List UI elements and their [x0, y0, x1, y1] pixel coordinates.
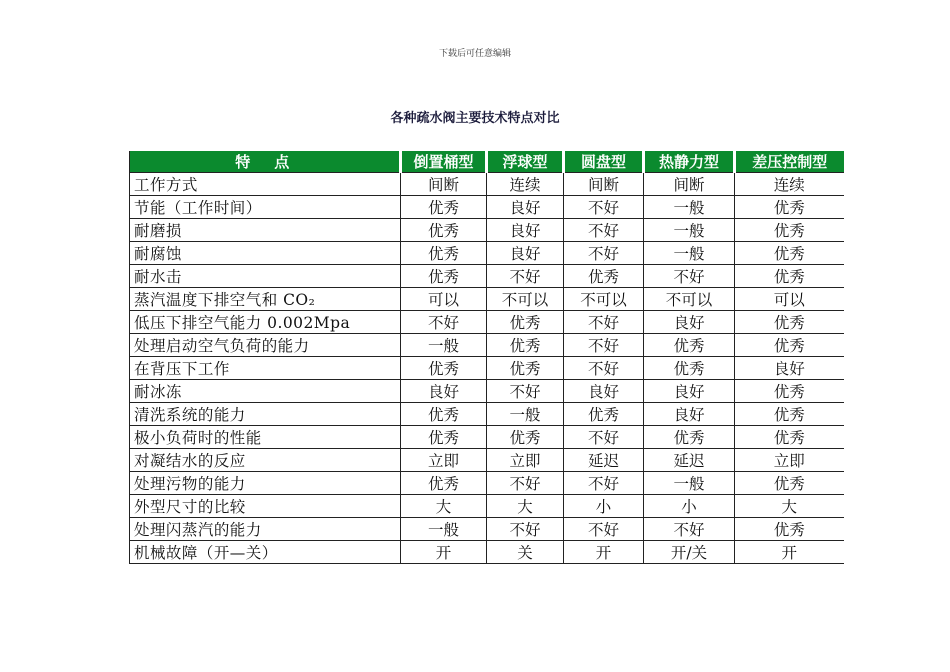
- value-cell: 优秀: [735, 334, 844, 357]
- feature-cell: 节能（工作时间）: [130, 196, 401, 219]
- value-cell: 间断: [564, 173, 644, 196]
- value-cell: 立即: [401, 449, 487, 472]
- value-cell: 大: [735, 495, 844, 518]
- value-cell: 大: [401, 495, 487, 518]
- value-cell: 良好: [644, 311, 735, 334]
- header-disc: 圆盘型: [564, 151, 644, 173]
- value-cell: 开/关: [644, 541, 735, 564]
- table-row: [130, 265, 844, 288]
- value-cell: 优秀: [401, 403, 487, 426]
- feature-cell: 耐水击: [130, 265, 401, 288]
- value-cell: 可以: [735, 288, 844, 311]
- value-cell: 良好: [644, 380, 735, 403]
- value-cell: 一般: [644, 219, 735, 242]
- value-cell: 小: [644, 495, 735, 518]
- feature-cell: 耐冰冻: [130, 380, 401, 403]
- header-float-ball: 浮球型: [487, 151, 564, 173]
- value-cell: 延迟: [564, 449, 644, 472]
- feature-cell: 外型尺寸的比较: [130, 495, 401, 518]
- value-cell: 一般: [644, 196, 735, 219]
- value-cell: 优秀: [735, 403, 844, 426]
- value-cell: 开: [735, 541, 844, 564]
- value-cell: 不好: [564, 426, 644, 449]
- table-row: [130, 449, 844, 472]
- value-cell: 优秀: [487, 311, 564, 334]
- value-cell: 良好: [564, 380, 644, 403]
- value-cell: 不好: [564, 242, 644, 265]
- table-row: [130, 541, 844, 564]
- value-cell: 不好: [644, 518, 735, 541]
- feature-cell: 工作方式: [130, 173, 401, 196]
- value-cell: 开: [564, 541, 644, 564]
- table-row: [130, 242, 844, 265]
- value-cell: 不好: [564, 196, 644, 219]
- header-feature: 特 点: [130, 151, 401, 173]
- value-cell: 良好: [487, 219, 564, 242]
- value-cell: 连续: [735, 173, 844, 196]
- header-thermostatic: 热静力型: [644, 151, 735, 173]
- value-cell: 良好: [487, 196, 564, 219]
- value-cell: 优秀: [644, 426, 735, 449]
- value-cell: 间断: [401, 173, 487, 196]
- value-cell: 优秀: [735, 196, 844, 219]
- value-cell: 开: [401, 541, 487, 564]
- value-cell: 立即: [487, 449, 564, 472]
- value-cell: 优秀: [401, 242, 487, 265]
- value-cell: 一般: [487, 403, 564, 426]
- table-row: [130, 403, 844, 426]
- table-row: [130, 426, 844, 449]
- value-cell: 不好: [487, 472, 564, 495]
- value-cell: 优秀: [735, 518, 844, 541]
- value-cell: 立即: [735, 449, 844, 472]
- value-cell: 优秀: [735, 380, 844, 403]
- value-cell: 不好: [487, 380, 564, 403]
- table-row: [130, 196, 844, 219]
- feature-cell: 对凝结水的反应: [130, 449, 401, 472]
- value-cell: 不好: [487, 518, 564, 541]
- value-cell: 优秀: [735, 265, 844, 288]
- value-cell: 间断: [644, 173, 735, 196]
- table-row: [130, 357, 844, 380]
- value-cell: 优秀: [401, 472, 487, 495]
- feature-cell: 低压下排空气能力 0.002Mpa: [130, 311, 401, 334]
- value-cell: 优秀: [735, 219, 844, 242]
- value-cell: 优秀: [401, 426, 487, 449]
- feature-cell: 耐腐蚀: [130, 242, 401, 265]
- value-cell: 不好: [564, 518, 644, 541]
- value-cell: 优秀: [401, 265, 487, 288]
- value-cell: 优秀: [564, 265, 644, 288]
- comparison-table: [129, 151, 844, 564]
- value-cell: 不可以: [487, 288, 564, 311]
- value-cell: 优秀: [401, 219, 487, 242]
- feature-cell: 处理启动空气负荷的能力: [130, 334, 401, 357]
- value-cell: 连续: [487, 173, 564, 196]
- value-cell: 可以: [401, 288, 487, 311]
- table-row: [130, 518, 844, 541]
- document-title: 各种疏水阀主要技术特点对比: [390, 111, 560, 126]
- value-cell: 一般: [401, 518, 487, 541]
- value-cell: 优秀: [735, 472, 844, 495]
- value-cell: 不好: [564, 472, 644, 495]
- table-row: [130, 288, 844, 311]
- header-inverted-bucket: 倒置桶型: [401, 151, 487, 173]
- value-cell: 不好: [564, 334, 644, 357]
- value-cell: 关: [487, 541, 564, 564]
- value-cell: 不好: [564, 357, 644, 380]
- header-differential-pressure: 差压控制型: [735, 151, 844, 173]
- feature-cell: 处理闪蒸汽的能力: [130, 518, 401, 541]
- table-row: [130, 380, 844, 403]
- value-cell: 优秀: [487, 334, 564, 357]
- table-header-row: [130, 151, 844, 173]
- value-cell: 不好: [487, 265, 564, 288]
- value-cell: 良好: [487, 242, 564, 265]
- value-cell: 不好: [564, 311, 644, 334]
- value-cell: 不好: [401, 311, 487, 334]
- feature-cell: 机械故障（开—关）: [130, 541, 401, 564]
- feature-cell: 极小负荷时的性能: [130, 426, 401, 449]
- value-cell: 不好: [564, 219, 644, 242]
- value-cell: 优秀: [735, 426, 844, 449]
- feature-cell: 在背压下工作: [130, 357, 401, 380]
- value-cell: 优秀: [564, 403, 644, 426]
- value-cell: 不可以: [564, 288, 644, 311]
- feature-cell: 蒸汽温度下排空气和 CO₂: [130, 288, 401, 311]
- value-cell: 优秀: [644, 357, 735, 380]
- value-cell: 优秀: [487, 426, 564, 449]
- feature-cell: 耐磨损: [130, 219, 401, 242]
- table-row: [130, 311, 844, 334]
- page-header-note: 下载后可任意编辑: [438, 49, 511, 59]
- value-cell: 优秀: [401, 196, 487, 219]
- value-cell: 延迟: [644, 449, 735, 472]
- value-cell: 一般: [401, 334, 487, 357]
- table-row: [130, 173, 844, 196]
- value-cell: 优秀: [735, 242, 844, 265]
- value-cell: 一般: [644, 242, 735, 265]
- value-cell: 优秀: [644, 334, 735, 357]
- value-cell: 不好: [644, 265, 735, 288]
- value-cell: 小: [564, 495, 644, 518]
- value-cell: 一般: [644, 472, 735, 495]
- value-cell: 良好: [401, 380, 487, 403]
- value-cell: 优秀: [735, 311, 844, 334]
- table-row: [130, 334, 844, 357]
- feature-cell: 处理污物的能力: [130, 472, 401, 495]
- table-row: [130, 219, 844, 242]
- value-cell: 大: [487, 495, 564, 518]
- feature-cell: 清洗系统的能力: [130, 403, 401, 426]
- table-row: [130, 495, 844, 518]
- value-cell: 良好: [735, 357, 844, 380]
- value-cell: 优秀: [487, 357, 564, 380]
- table-row: [130, 472, 844, 495]
- value-cell: 良好: [644, 403, 735, 426]
- value-cell: 优秀: [401, 357, 487, 380]
- value-cell: 不可以: [644, 288, 735, 311]
